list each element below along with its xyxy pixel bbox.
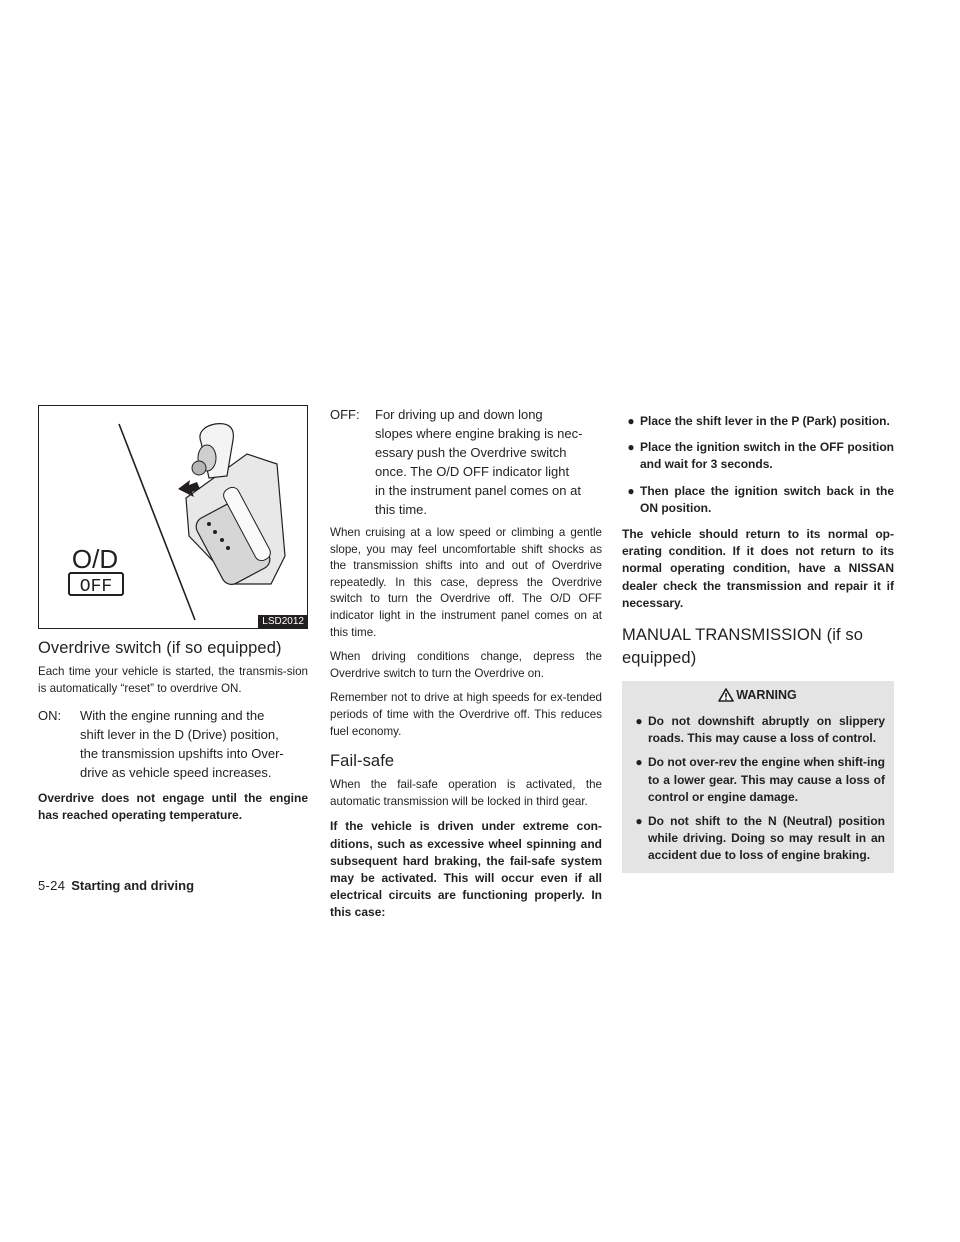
figure-id: LSD2012 — [258, 615, 307, 628]
off-line: once. The O/D OFF indicator light — [375, 464, 570, 479]
failsafe-bold: If the vehicle is driven under extreme con-ditions, such as excessive wheel spinning and subsequent hard braking, the fail-safe system may be activated. This will occur even if all electrical circuits are functioning properly. In this case: — [330, 819, 602, 920]
bullet-icon: ● — [627, 414, 635, 428]
list-item: ● Do not downshift abruptly on slippery roads. This may cause a loss of control. — [630, 713, 885, 747]
on-line: the transmission upshifts into Over- — [80, 746, 284, 762]
on-line: shift lever in the D (Drive) position, — [80, 727, 279, 743]
overdrive-paragraph: When cruising at a low speed or climbing a gentle slope, you may feel uncomfortable shift shocks as the transmission shifts into and out of Overdrive repeatedly. In this case, depress the Overdrive switch to turn the Overdrive off. The O/D OFF indicator light in the instrument panel comes on at this time. — [330, 526, 602, 639]
off-line: For driving up and down long — [375, 407, 543, 422]
bullet-icon: ● — [635, 755, 643, 770]
failsafe-after: The vehicle should return to its normal op-erating condition. If it does not return to its normal operating condition, have a NISSAN dealer check the transmission and repair it if necessary. — [622, 527, 894, 610]
section-title: Starting and driving — [71, 878, 195, 893]
warning-title: WARNING — [736, 688, 797, 703]
warning-triangle-icon — [718, 688, 734, 702]
bullet-icon: ● — [635, 714, 643, 729]
column-middle — [330, 405, 602, 922]
off-line: slopes where engine braking is nec- — [375, 426, 583, 441]
overdrive-note: Overdrive does not engage until the engine has reached operating temperature. — [38, 791, 308, 823]
bullet-icon: ● — [635, 814, 643, 829]
overdrive-heading: Overdrive switch (if so equipped) — [38, 639, 282, 657]
off-definition — [330, 405, 602, 519]
shift-lever-drawing — [39, 406, 307, 628]
off-line: this time. — [375, 502, 428, 517]
off-line: essary push the Overdrive switch — [375, 445, 567, 460]
failsafe-steps — [622, 413, 894, 517]
list-item: ● Place the ignition switch in the OFF position and wait for 3 seconds. — [622, 439, 894, 473]
on-line: With the engine running and the — [80, 708, 265, 724]
list-item: ● Place the shift lever in the P (Park) position. — [622, 413, 894, 430]
overdrive-paragraph: When driving conditions change, depress the Overdrive switch to turn the Overdrive on. — [330, 650, 602, 680]
overdrive-switch-illustration — [38, 405, 308, 629]
off-label: OFF — [79, 577, 113, 597]
list-item: ● Do not shift to the N (Neutral) position while driving. Doing so may result in an accident due to loss of engine braking. — [630, 813, 885, 865]
on-definition — [38, 706, 308, 782]
manual-transmission-heading: MANUAL TRANSMISSION (if so equipped) — [622, 626, 863, 668]
list-item: ● Do not over-rev the engine when shift-ing to a lower gear. This may cause a loss of control or engine damage. — [630, 754, 885, 806]
bullet-icon: ● — [627, 440, 635, 455]
bullet-icon: ● — [627, 483, 635, 498]
on-term: ON: — [38, 708, 62, 724]
list-item: ● Then place the ignition switch back in the ON position. — [622, 483, 894, 517]
failsafe-intro: When the fail-safe operation is activated, the automatic transmission will be locked in third gear. — [330, 778, 602, 808]
on-line: drive as vehicle speed increases. — [80, 765, 272, 781]
od-label: O/D — [71, 544, 119, 574]
page-number: 5-24 — [38, 878, 66, 893]
column-right — [622, 405, 894, 873]
warning-box — [622, 681, 894, 873]
off-line: in the instrument panel comes on at — [375, 483, 581, 498]
overdrive-paragraph: Remember not to drive at high speeds for ex-tended periods of time with the Overdrive off. This reduces fuel economy. — [330, 691, 602, 738]
column-left — [38, 405, 308, 825]
off-term: OFF: — [330, 407, 360, 422]
overdrive-intro: Each time your vehicle is started, the transmis-sion is automatically “reset” to overdrive ON. — [38, 665, 308, 695]
page-footer — [38, 878, 194, 893]
failsafe-heading: Fail-safe — [330, 752, 395, 771]
warning-list — [630, 713, 885, 865]
